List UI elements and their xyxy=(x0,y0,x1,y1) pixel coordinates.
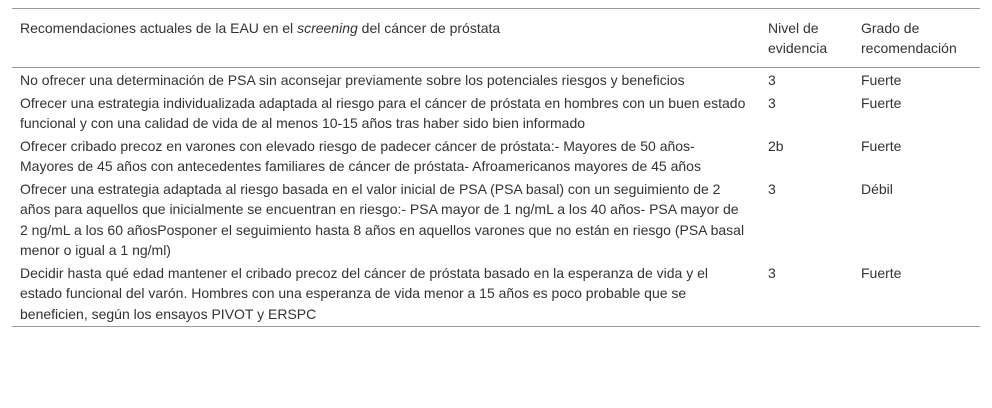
evidence-cell: 3 xyxy=(768,180,776,197)
recommendation-cell: Ofrecer una estrategia individualizada adaptada al riesgo para el cáncer de próstata en hombres con un buen estado funcional y con una calidad de vida de al menos 10-15 años tras haber sido bien informado xyxy=(20,94,746,131)
header-recommendations-text-before: Recomendaciones actuales de la EAU en el xyxy=(20,20,298,36)
table-row xyxy=(12,68,980,92)
grade-cell: Fuerte xyxy=(861,94,902,111)
grade-cell: Fuerte xyxy=(861,264,902,281)
header-recommendations-italic: screening xyxy=(297,20,358,36)
recommendations-table-container xyxy=(12,8,980,327)
header-row xyxy=(12,9,980,68)
table-row xyxy=(12,135,980,178)
table-row xyxy=(12,92,980,135)
recommendations-table xyxy=(12,8,980,327)
recommendation-cell: No ofrecer una determinación de PSA sin aconsejar previamente sobre los potenciales riesgos y beneficios xyxy=(20,72,685,88)
table-header xyxy=(12,9,980,68)
grade-cell: Fuerte xyxy=(861,72,902,88)
recommendation-cell: Ofrecer cribado precoz en varones con elevado riesgo de padecer cáncer de próstata:- Mayores de 50 años- Mayores de 45 años con antecedentes familiares de cáncer de próstata- Afroamericanos mayores de 45 años xyxy=(20,137,701,174)
table-row xyxy=(12,262,980,327)
grade-cell: Fuerte xyxy=(861,137,902,154)
evidence-cell: 3 xyxy=(768,72,776,88)
header-evidence-level: Nivel de evidencia xyxy=(768,20,828,56)
header-recommendation-grade: Grado de recomendación xyxy=(861,20,957,56)
header-recommendations xyxy=(12,9,754,68)
table-row xyxy=(12,178,980,262)
header-recommendations-text-after: del cáncer de próstata xyxy=(357,20,501,36)
recommendation-cell: Decidir hasta qué edad mantener el cribado precoz del cáncer de próstata basado en la esperanza de vida y el estado funcional del varón. Hombres con una esperanza de vida menor a 15 años es poco probable que se beneficien, según los ensayos PIVOT y ERSPC xyxy=(20,264,708,322)
evidence-cell: 3 xyxy=(768,264,776,281)
grade-cell: Débil xyxy=(861,180,893,197)
evidence-cell: 3 xyxy=(768,94,776,111)
evidence-cell: 2b xyxy=(768,137,784,154)
recommendation-cell: Ofrecer una estrategia adaptada al riesgo basada en el valor inicial de PSA (PSA basal) con un seguimiento de 2 años para aquellos que inicialmente se encuentran en riesgo:- PSA mayor de 1 ng/mL a los 40 años- PSA mayor de 2 ng/mL a los 60 añosPosponer el seguimiento hasta 8 años en aquellos varones que no están en riesgo (PSA basal menor o igual a 1 ng/ml) xyxy=(20,180,745,258)
table-body xyxy=(12,68,980,327)
